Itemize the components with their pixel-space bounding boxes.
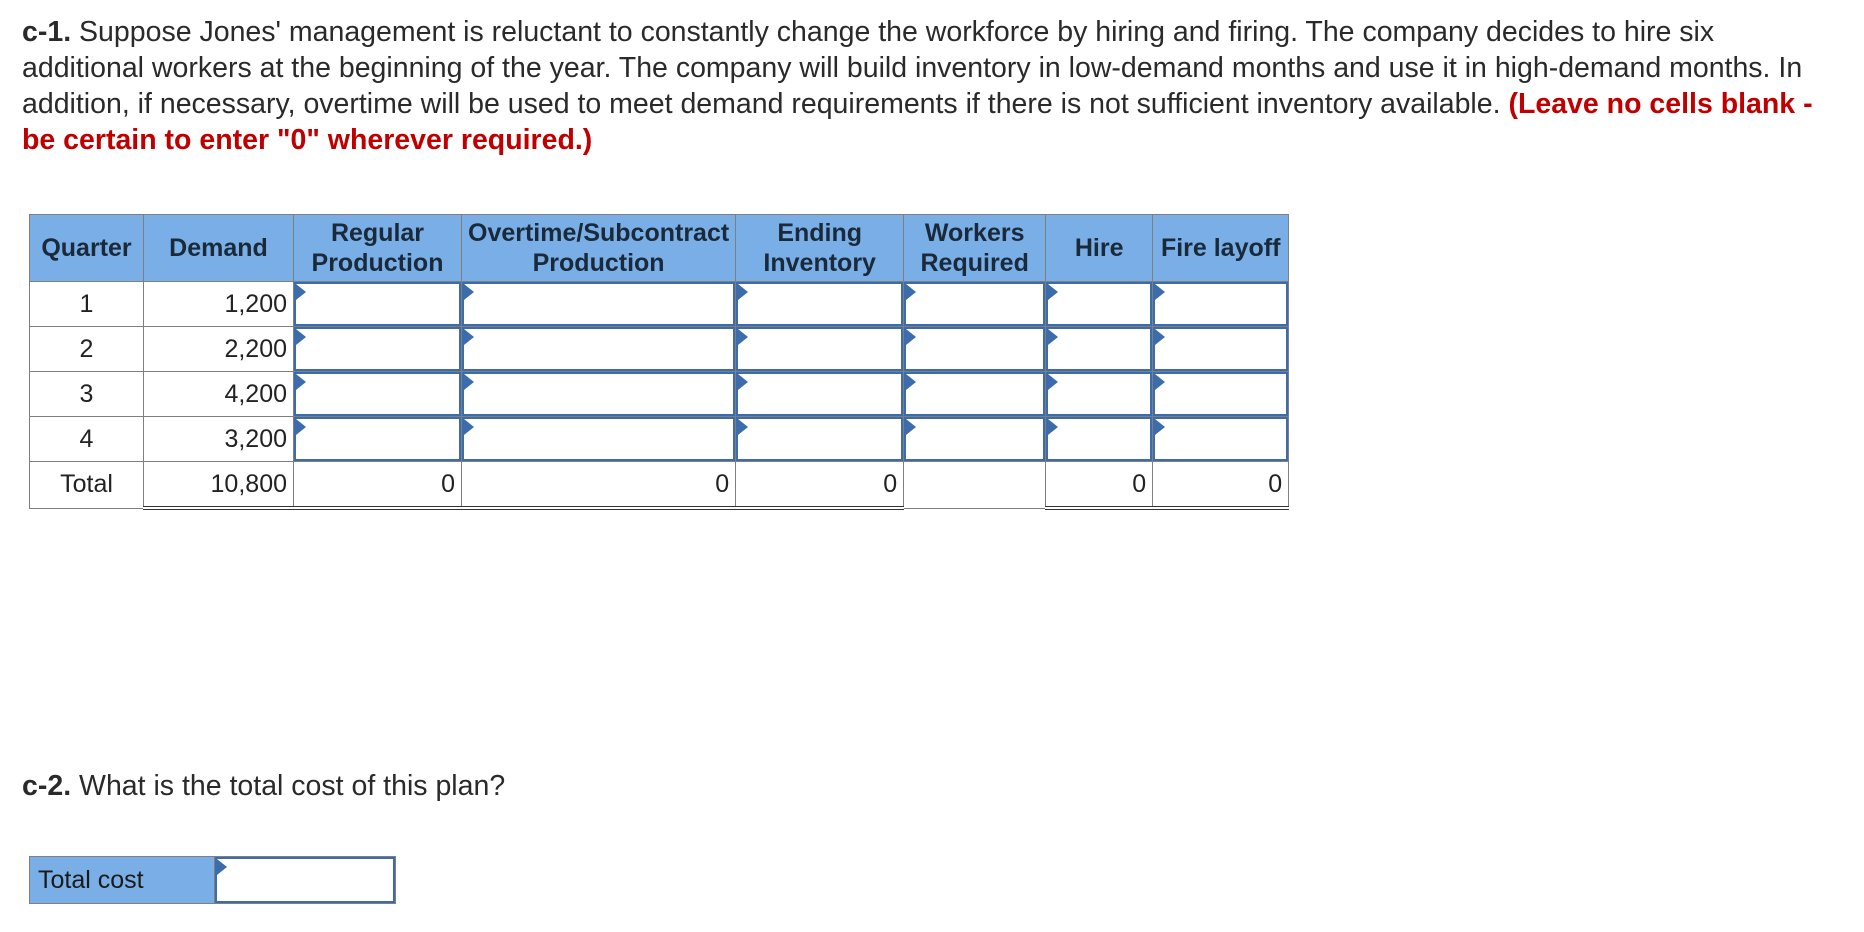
regular-production-cell [294, 282, 462, 327]
input-flag-icon [906, 419, 916, 435]
hire-cell [1046, 282, 1153, 327]
question-c2 [22, 770, 505, 803]
input-flag-icon [464, 374, 474, 390]
workers-required-input[interactable] [904, 417, 1045, 461]
overtime-subcontract-input[interactable] [462, 417, 735, 461]
question-c2-text: What is the total cost of this plan? [71, 770, 506, 802]
input-flag-icon [738, 374, 748, 390]
ending-inventory-cell [736, 372, 904, 417]
header-fire-layoff: Fire layoff [1153, 215, 1289, 282]
regular-production-input[interactable] [294, 372, 461, 416]
demand-cell: 2,200 [144, 327, 294, 372]
table-row [30, 417, 1289, 462]
question-c1-instruction: (Leave no cells blank - be certain to enter "0" wherever required.) [22, 88, 1813, 156]
overtime-subcontract-cell [462, 372, 736, 417]
input-flag-icon [1155, 284, 1165, 300]
quarter-cell: 3 [30, 372, 144, 417]
fire-layoff-input[interactable] [1153, 282, 1288, 326]
hire-cell [1046, 327, 1153, 372]
header-ending-inventory: Ending Inventory [736, 215, 904, 282]
input-flag-icon [906, 374, 916, 390]
regular-production-cell [294, 327, 462, 372]
fire-layoff-cell [1153, 282, 1289, 327]
fire-layoff-cell [1153, 327, 1289, 372]
total-ending-inventory: 0 [736, 462, 904, 509]
regular-production-input[interactable] [294, 417, 461, 461]
input-flag-icon [1155, 374, 1165, 390]
regular-production-input[interactable] [294, 282, 461, 326]
header-row [30, 215, 1289, 282]
demand-cell: 4,200 [144, 372, 294, 417]
hire-cell [1046, 372, 1153, 417]
fire-layoff-cell [1153, 372, 1289, 417]
input-flag-icon [1048, 284, 1058, 300]
total-cost-row [30, 857, 396, 904]
total-regular-production: 0 [294, 462, 462, 509]
total-cost-label: Total cost [30, 857, 215, 904]
input-flag-icon [1155, 419, 1165, 435]
question-c1-label: c-1. [22, 16, 72, 48]
fire-layoff-input[interactable] [1153, 327, 1288, 371]
quarter-cell: 2 [30, 327, 144, 372]
hire-cell [1046, 417, 1153, 462]
overtime-subcontract-cell [462, 282, 736, 327]
total-hire: 0 [1046, 462, 1153, 509]
overtime-subcontract-cell [462, 417, 736, 462]
input-flag-icon [464, 284, 474, 300]
total-demand: 10,800 [144, 462, 294, 509]
total-workers-required [904, 462, 1046, 509]
demand-cell: 3,200 [144, 417, 294, 462]
header-overtime-subcontract: Overtime/Subcontract Production [462, 215, 736, 282]
overtime-subcontract-input[interactable] [462, 372, 735, 416]
total-row [30, 462, 1289, 509]
aggregate-plan-table [29, 214, 1289, 510]
input-flag-icon [296, 284, 306, 300]
total-cost-cell [215, 857, 396, 904]
input-flag-icon [738, 329, 748, 345]
overtime-subcontract-input[interactable] [462, 282, 735, 326]
ending-inventory-cell [736, 417, 904, 462]
header-hire: Hire [1046, 215, 1153, 282]
input-flag-icon [296, 374, 306, 390]
ending-inventory-cell [736, 327, 904, 372]
input-flag-icon [296, 329, 306, 345]
quarter-cell: 4 [30, 417, 144, 462]
ending-inventory-input[interactable] [736, 282, 903, 326]
input-flag-icon [906, 329, 916, 345]
question-c2-label: c-2. [22, 770, 72, 802]
fire-layoff-input[interactable] [1153, 417, 1288, 461]
question-c1-text: Suppose Jones' management is reluctant to constantly change the workforce by hiring and firing. The company decides to hire six additional workers at the beginning of the year. The company will build inventory in low-demand months and use it in high-demand months. In addition, if necessary, overtime will be used to meet demand requirements if there is not sufficient inventory available. [22, 16, 1803, 120]
total-overtime-subcontract: 0 [462, 462, 736, 509]
header-demand: Demand [144, 215, 294, 282]
header-quarter: Quarter [30, 215, 144, 282]
hire-input[interactable] [1046, 327, 1152, 371]
input-flag-icon [1155, 329, 1165, 345]
workers-required-cell [904, 327, 1046, 372]
fire-layoff-input[interactable] [1153, 372, 1288, 416]
input-flag-icon [296, 419, 306, 435]
input-flag-icon [217, 859, 227, 875]
workers-required-cell [904, 372, 1046, 417]
workers-required-cell [904, 282, 1046, 327]
table-row [30, 372, 1289, 417]
regular-production-cell [294, 372, 462, 417]
total-cost-table [29, 856, 396, 904]
input-flag-icon [464, 329, 474, 345]
ending-inventory-input[interactable] [736, 327, 903, 371]
ending-inventory-input[interactable] [736, 417, 903, 461]
ending-inventory-cell [736, 282, 904, 327]
input-flag-icon [464, 419, 474, 435]
overtime-subcontract-input[interactable] [462, 327, 735, 371]
regular-production-cell [294, 417, 462, 462]
ending-inventory-input[interactable] [736, 372, 903, 416]
input-flag-icon [1048, 374, 1058, 390]
workers-required-cell [904, 417, 1046, 462]
hire-input[interactable] [1046, 372, 1152, 416]
overtime-subcontract-cell [462, 327, 736, 372]
workers-required-input[interactable] [904, 372, 1045, 416]
input-flag-icon [738, 284, 748, 300]
header-regular-production: Regular Production [294, 215, 462, 282]
table-row [30, 282, 1289, 327]
fire-layoff-cell [1153, 417, 1289, 462]
input-flag-icon [738, 419, 748, 435]
input-flag-icon [1048, 329, 1058, 345]
workers-required-input[interactable] [904, 327, 1045, 371]
question-c1 [22, 14, 1822, 158]
regular-production-input[interactable] [294, 327, 461, 371]
total-label: Total [30, 462, 144, 509]
table-row [30, 327, 1289, 372]
demand-cell: 1,200 [144, 282, 294, 327]
total-cost-input[interactable] [215, 857, 395, 903]
quarter-cell: 1 [30, 282, 144, 327]
input-flag-icon [906, 284, 916, 300]
hire-input[interactable] [1046, 417, 1152, 461]
input-flag-icon [1048, 419, 1058, 435]
total-fire-layoff: 0 [1153, 462, 1289, 509]
workers-required-input[interactable] [904, 282, 1045, 326]
hire-input[interactable] [1046, 282, 1152, 326]
header-workers-required: Workers Required [904, 215, 1046, 282]
